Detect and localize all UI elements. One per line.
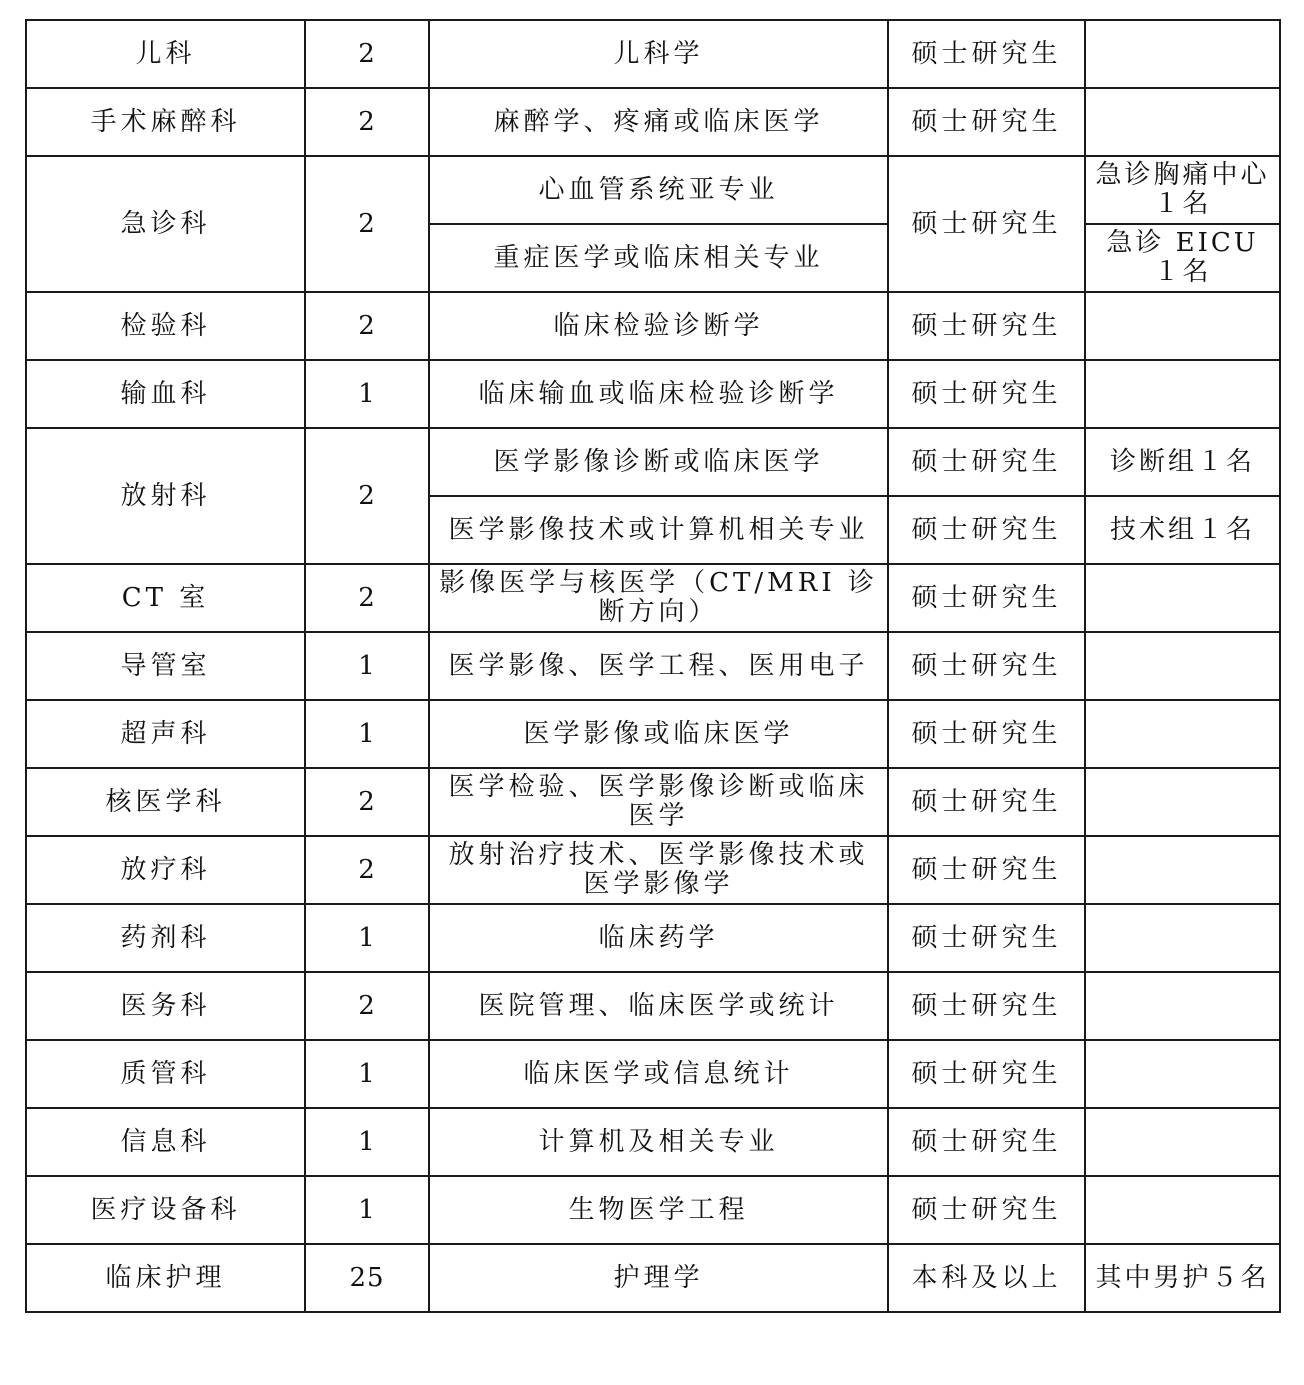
department-cell: 超声科	[26, 700, 305, 768]
note-cell: 技术组１名	[1085, 496, 1280, 564]
department-cell: 核医学科	[26, 768, 305, 836]
note-cell	[1085, 88, 1280, 156]
department-cell: 检验科	[26, 292, 305, 360]
note-cell	[1085, 632, 1280, 700]
degree-cell: 硕士研究生	[888, 1176, 1085, 1244]
degree-cell: 硕士研究生	[888, 360, 1085, 428]
department-cell: 质管科	[26, 1040, 305, 1108]
note-cell	[1085, 700, 1280, 768]
department-cell: 临床护理	[26, 1244, 305, 1312]
department-cell: 急诊科	[26, 156, 305, 292]
recruitment-table	[25, 19, 1281, 1313]
table-row	[26, 700, 1280, 768]
degree-cell: 硕士研究生	[888, 768, 1085, 836]
major-cell: 临床检验诊断学	[429, 292, 888, 360]
table-row	[26, 1108, 1280, 1176]
count-cell: 2	[305, 564, 429, 632]
table-row	[26, 1176, 1280, 1244]
major-cell: 医学检验、医学影像诊断或临床医学	[429, 768, 888, 836]
count-cell: 2	[305, 88, 429, 156]
degree-cell: 硕士研究生	[888, 88, 1085, 156]
count-cell: 1	[305, 1108, 429, 1176]
degree-cell: 硕士研究生	[888, 700, 1085, 768]
degree-cell: 硕士研究生	[888, 20, 1085, 88]
note-cell	[1085, 836, 1280, 904]
table-row	[26, 768, 1280, 836]
department-cell: 儿科	[26, 20, 305, 88]
major-cell: 医学影像诊断或临床医学	[429, 428, 888, 496]
major-cell: 医学影像、医学工程、医用电子	[429, 632, 888, 700]
degree-cell: 硕士研究生	[888, 1040, 1085, 1108]
count-cell: 25	[305, 1244, 429, 1312]
note-cell	[1085, 360, 1280, 428]
note-cell	[1085, 20, 1280, 88]
count-cell: 2	[305, 156, 429, 292]
table-row	[26, 20, 1280, 88]
note-cell	[1085, 768, 1280, 836]
major-cell: 生物医学工程	[429, 1176, 888, 1244]
note-cell	[1085, 292, 1280, 360]
table-row	[26, 360, 1280, 428]
department-cell: 药剂科	[26, 904, 305, 972]
count-cell: 1	[305, 632, 429, 700]
major-cell: 儿科学	[429, 20, 888, 88]
table-body	[26, 20, 1280, 1312]
count-cell: 2	[305, 768, 429, 836]
department-cell: 输血科	[26, 360, 305, 428]
table-row	[26, 972, 1280, 1040]
degree-cell: 硕士研究生	[888, 1108, 1085, 1176]
count-cell: 1	[305, 904, 429, 972]
major-cell: 重症医学或临床相关专业	[429, 224, 888, 292]
count-cell: 1	[305, 1176, 429, 1244]
major-cell: 医学影像或临床医学	[429, 700, 888, 768]
note-cell: 急诊胸痛中心１名	[1085, 156, 1280, 224]
degree-cell: 硕士研究生	[888, 632, 1085, 700]
note-cell	[1085, 1176, 1280, 1244]
degree-cell: 硕士研究生	[888, 292, 1085, 360]
major-cell: 影像医学与核医学（CT/MRI 诊断方向）	[429, 564, 888, 632]
degree-cell: 硕士研究生	[888, 156, 1085, 292]
department-cell: 放疗科	[26, 836, 305, 904]
note-cell: 其中男护５名	[1085, 1244, 1280, 1312]
department-cell: CT 室	[26, 564, 305, 632]
department-cell: 手术麻醉科	[26, 88, 305, 156]
department-cell: 医疗设备科	[26, 1176, 305, 1244]
note-cell	[1085, 564, 1280, 632]
table-row	[26, 1040, 1280, 1108]
table-row	[26, 1244, 1280, 1312]
count-cell: 1	[305, 360, 429, 428]
count-cell: 2	[305, 20, 429, 88]
department-cell: 信息科	[26, 1108, 305, 1176]
department-cell: 导管室	[26, 632, 305, 700]
degree-cell: 硕士研究生	[888, 428, 1085, 496]
major-cell: 护理学	[429, 1244, 888, 1312]
table-row	[26, 88, 1280, 156]
note-cell	[1085, 904, 1280, 972]
major-cell: 医院管理、临床医学或统计	[429, 972, 888, 1040]
major-cell: 临床输血或临床检验诊断学	[429, 360, 888, 428]
note-cell: 急诊 EICU １名	[1085, 224, 1280, 292]
table-row	[26, 156, 1280, 224]
table-row	[26, 836, 1280, 904]
degree-cell: 本科及以上	[888, 1244, 1085, 1312]
count-cell: 1	[305, 1040, 429, 1108]
major-cell: 麻醉学、疼痛或临床医学	[429, 88, 888, 156]
department-cell: 放射科	[26, 428, 305, 564]
note-cell: 诊断组１名	[1085, 428, 1280, 496]
degree-cell: 硕士研究生	[888, 972, 1085, 1040]
note-cell	[1085, 1108, 1280, 1176]
major-cell: 医学影像技术或计算机相关专业	[429, 496, 888, 564]
table-row	[26, 428, 1280, 496]
major-cell: 临床医学或信息统计	[429, 1040, 888, 1108]
count-cell: 2	[305, 292, 429, 360]
major-cell: 计算机及相关专业	[429, 1108, 888, 1176]
major-cell: 心血管系统亚专业	[429, 156, 888, 224]
table-row	[26, 632, 1280, 700]
count-cell: 1	[305, 700, 429, 768]
note-cell	[1085, 1040, 1280, 1108]
major-cell: 临床药学	[429, 904, 888, 972]
degree-cell: 硕士研究生	[888, 904, 1085, 972]
degree-cell: 硕士研究生	[888, 836, 1085, 904]
degree-cell: 硕士研究生	[888, 496, 1085, 564]
major-cell: 放射治疗技术、医学影像技术或医学影像学	[429, 836, 888, 904]
degree-cell: 硕士研究生	[888, 564, 1085, 632]
count-cell: 2	[305, 428, 429, 564]
table-row	[26, 564, 1280, 632]
department-cell: 医务科	[26, 972, 305, 1040]
table-row	[26, 292, 1280, 360]
count-cell: 2	[305, 836, 429, 904]
count-cell: 2	[305, 972, 429, 1040]
table-row	[26, 904, 1280, 972]
note-cell	[1085, 972, 1280, 1040]
